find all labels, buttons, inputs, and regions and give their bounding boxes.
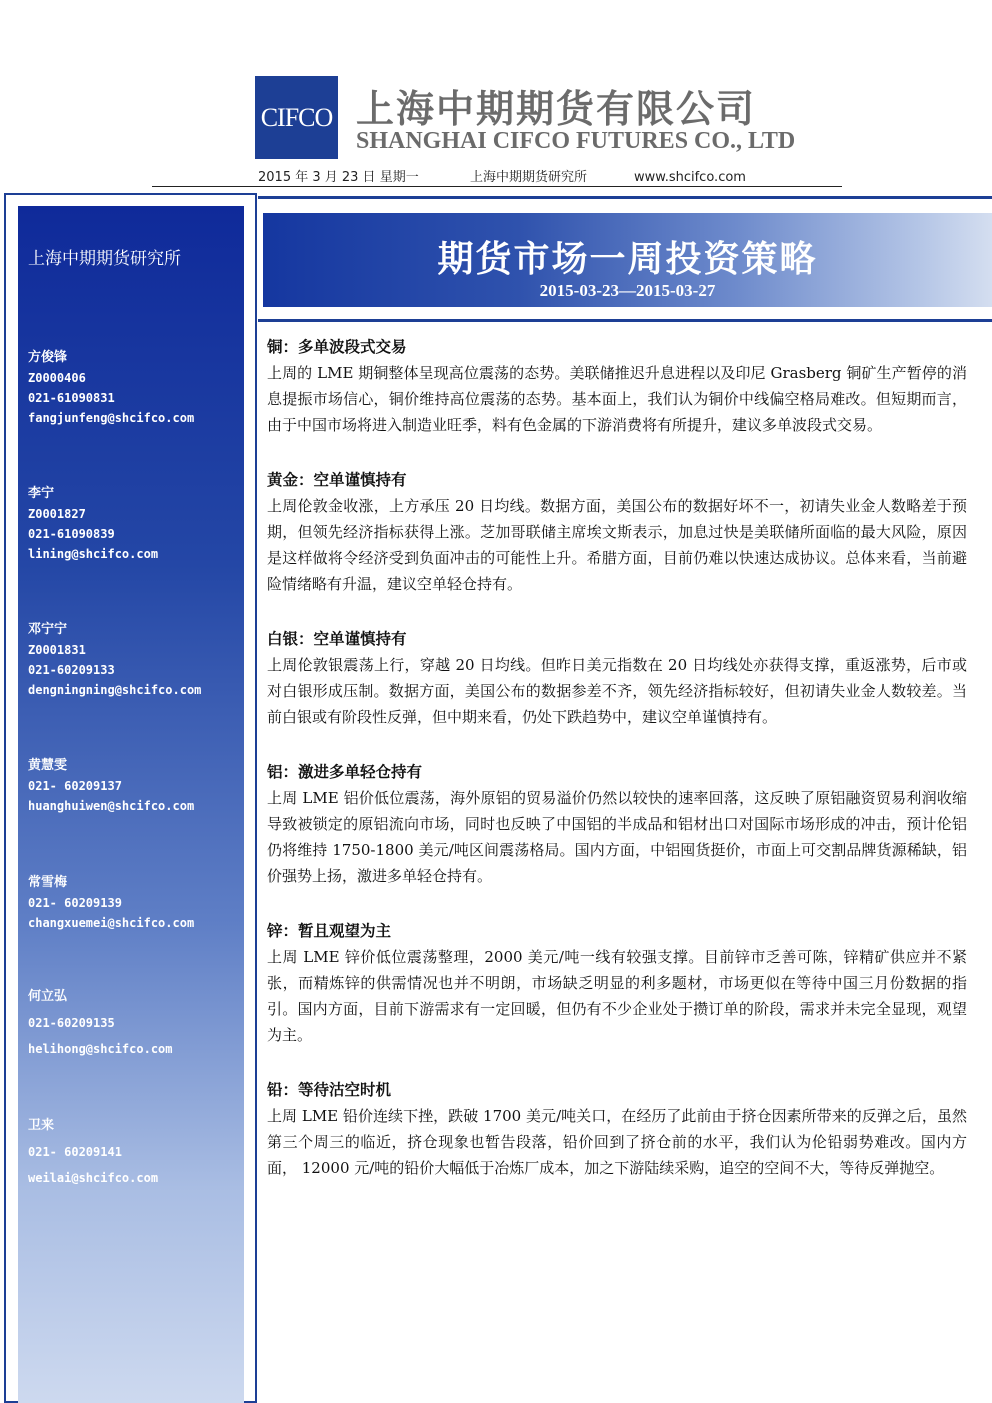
contact-phone: 021- 60209139 <box>28 896 122 910</box>
section-body: 上周伦敦银震荡上行，穿越 20 日均线。但昨日美元指数在 20 日均线处亦获得支撑，重返涨势，后市或对白银形成压制。数据方面，美国公布的数据参差不齐，领先经济指标较好，但初请失业金人数较差。当前白银或有阶段性反弹，但中期来看，仍处下跌趋势中，建议空单谨慎持有。 <box>267 656 967 726</box>
contact-email[interactable]: helihong@shcifco.com <box>28 1042 173 1056</box>
section-aluminum <box>267 759 967 889</box>
contact-name: 常雪梅 <box>28 875 68 890</box>
contact-card <box>28 1116 158 1188</box>
contact-card <box>28 620 201 700</box>
contact-card <box>28 348 194 428</box>
section-silver <box>267 626 967 730</box>
contact-phone: 021- 60209137 <box>28 779 122 793</box>
section-title: 锌：暂且观望为主 <box>267 922 392 940</box>
contact-name: 何立弘 <box>28 989 68 1004</box>
section-copper <box>267 334 967 438</box>
title-banner <box>258 196 992 322</box>
contact-name: 卫来 <box>28 1118 55 1133</box>
section-title: 黄金：空单谨慎持有 <box>267 471 407 489</box>
header-info-line <box>258 166 746 184</box>
report-date-range: 2015-03-23—2015-03-27 <box>539 281 716 300</box>
contact-card <box>28 873 194 933</box>
section-body: 上周伦敦金收涨，上方承压 20 日均线。数据方面，美国公布的数据好坏不一，初请失业金人数略差于预期，但领先经济指标获得上涨。芝加哥联储主席埃文斯表示，加息过快是美联储所面临的最大风险，原因是这样做将令经济受到负面冲击的可能性上升。希腊方面，目前仍难以快速达成协议。总体来看，当前避险情绪略有升温，建议空单轻仓持有。 <box>267 497 967 593</box>
section-lead <box>267 1077 967 1181</box>
contact-phone: 021-61090831 <box>28 391 115 405</box>
website-link[interactable]: www.shcifco.com <box>634 170 746 185</box>
cifco-logo: CIFCO <box>255 76 338 159</box>
contact-card <box>28 987 173 1059</box>
section-body: 上周 LME 铅价连续下挫，跌破 1700 美元/吨关口，在经历了此前由于挤仓因素所带来的反弹之后，虽然第三个周三的临近，挤仓现象也暂告段落，铅价回到了挤仓前的水平，我们认为伦铅弱势难改。国内方面， 12000 元/吨的铅价大幅低于冶炼厂成本，加之下游陆续采购，追空的空间不大，等待反弹抛空。 <box>267 1107 967 1177</box>
contact-license: Z0001827 <box>28 507 86 521</box>
section-body: 上周的 LME 期铜整体呈现高位震荡的态势。美联储推迟升息进程以及印尼 Grasberg 铜矿生产暂停的消息提振市场信心，铜价维持高位震荡的态势。基本面上，我们认为铜价中线偏空格局难改。但短期而言，由于中国市场将进入制造业旺季，料有色金属的下游消费将有所提升，建议多单波段式交易。 <box>267 364 967 434</box>
contact-phone: 021-61090839 <box>28 527 115 541</box>
report-header <box>0 0 992 200</box>
contact-card <box>28 756 194 816</box>
contact-phone: 021- 60209141 <box>28 1145 122 1159</box>
section-title: 铜：多单波段式交易 <box>267 338 407 356</box>
title-banner-fill <box>263 213 992 307</box>
company-name-en: SHANGHAI CIFCO FUTURES CO., LTD <box>356 128 796 154</box>
contact-phone: 021-60209133 <box>28 663 115 677</box>
section-gold <box>267 467 967 597</box>
section-title: 铝：激进多单轻仓持有 <box>267 763 423 781</box>
sidebar-title: 上海中期期货研究所 <box>28 249 181 269</box>
contact-email[interactable]: huanghuiwen@shcifco.com <box>28 799 195 813</box>
contact-card <box>28 484 158 564</box>
contact-email[interactable]: lining@shcifco.com <box>28 547 159 561</box>
main-content <box>267 334 967 1210</box>
section-title: 白银：空单谨慎持有 <box>267 630 407 648</box>
sidebar <box>18 206 244 1403</box>
contact-email[interactable]: fangjunfeng@shcifco.com <box>28 411 195 425</box>
institute-name: 上海中期期货研究所 <box>470 170 588 185</box>
report-title: 期货市场一周投资策略 <box>437 239 818 280</box>
contact-license: Z0001831 <box>28 643 86 657</box>
section-title: 铅：等待沽空时机 <box>267 1081 392 1099</box>
section-body: 上周 LME 铝价低位震荡，海外原铝的贸易溢价仍然以较快的速率回落，这反映了原铝融资贸易利润收缩导致被锁定的原铝流向市场，同时也反映了中国铝的半成品和铝材出口对国际市场形成的冲击，预计伦铝仍将维持 1750-1800 美元/吨区间震荡格局。国内方面，中铝囤货挺价，市面上可交割品牌货源稀缺，铝价强势上扬，激进多单轻仓持有。 <box>267 789 967 885</box>
contact-email[interactable]: weilai@shcifco.com <box>28 1171 159 1185</box>
contact-name: 李宁 <box>28 486 55 501</box>
section-body: 上周 LME 锌价低位震荡整理，2000 美元/吨一线有较强支撑。目前锌市乏善可陈，锌精矿供应并不紧张，而精炼锌的供需情况也并不明朗，市场缺乏明显的利多题材，市场更似在等待中国三月份数据的指引。国内方面，目前下游需求有一定回暖，但仍有不少企业处于攒订单的阶段，需求并未完全显现，观望为主。 <box>267 948 967 1044</box>
contact-name: 黄慧雯 <box>28 758 68 773</box>
contact-email[interactable]: changxuemei@shcifco.com <box>28 916 195 930</box>
header-divider <box>152 186 842 187</box>
contact-name: 方俊锋 <box>28 350 68 365</box>
company-name-cn: 上海中期期货有限公司 <box>356 87 757 131</box>
contact-phone: 021-60209135 <box>28 1016 115 1030</box>
contact-license: Z0000406 <box>28 371 86 385</box>
contact-email[interactable]: dengningning@shcifco.com <box>28 683 202 697</box>
report-date: 2015 年 3 月 23 日 星期一 <box>258 170 419 185</box>
section-zinc <box>267 918 967 1048</box>
contact-name: 邓宁宁 <box>28 622 68 637</box>
